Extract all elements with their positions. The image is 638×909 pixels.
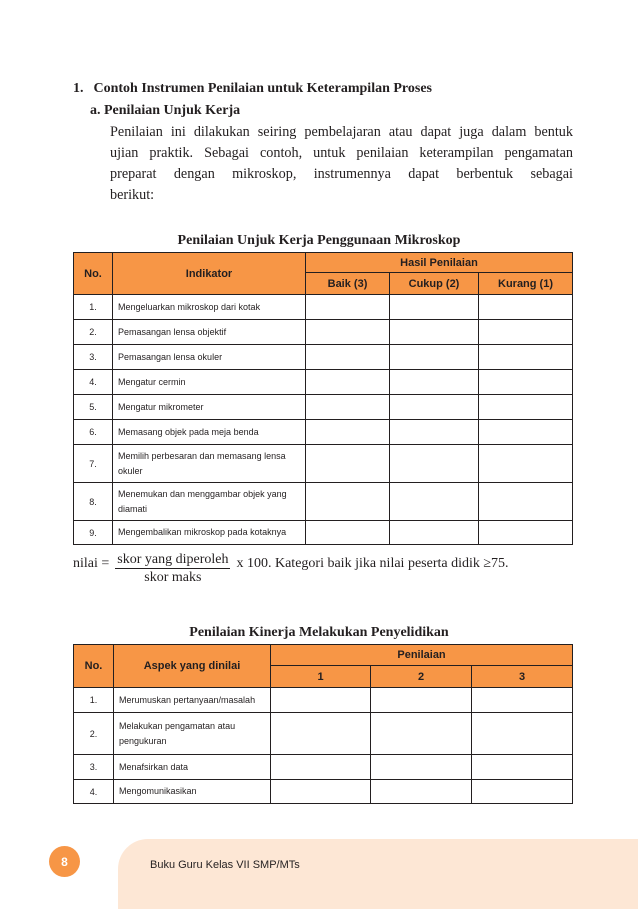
row-aspect: Menafsirkan data — [114, 755, 271, 780]
score-cell — [390, 320, 479, 345]
row-number: 6. — [74, 420, 113, 445]
row-indicator: Mengeluarkan mikroskop dari kotak — [113, 295, 306, 320]
score-cell — [390, 370, 479, 395]
footer-tab — [118, 839, 638, 909]
formula-suffix: x 100. Kategori baik jika nilai peserta didik ≥75. — [236, 556, 509, 571]
row-number: 9. — [74, 521, 113, 545]
score-cell — [371, 755, 472, 780]
score-cell — [371, 713, 472, 755]
header-less: Kurang (1) — [479, 273, 573, 295]
score-cell — [479, 295, 573, 320]
row-indicator: Mengembalikan mikroskop pada kotaknya — [113, 521, 306, 545]
table-row — [74, 483, 573, 521]
score-cell — [479, 483, 573, 521]
row-indicator: Menemukan dan menggambar objek yang diamati — [113, 483, 306, 521]
section-title: Contoh Instrumen Penilaian untuk Keterampilan Proses — [93, 81, 432, 96]
table-row — [74, 370, 573, 395]
table2-title: Penilaian Kinerja Melakukan Penyelidikan — [189, 625, 449, 640]
score-cell — [306, 420, 390, 445]
formula-prefix: nilai = — [73, 556, 110, 571]
table-row — [74, 755, 573, 780]
score-cell — [306, 370, 390, 395]
score-cell — [390, 345, 479, 370]
score-cell — [371, 688, 472, 713]
table-row — [74, 395, 573, 420]
score-cell — [306, 295, 390, 320]
score-cell — [390, 420, 479, 445]
header-score: Penilaian — [271, 645, 573, 666]
score-cell — [271, 780, 371, 804]
row-number: 3. — [74, 345, 113, 370]
score-cell — [479, 420, 573, 445]
paragraph-line: berikut: — [110, 187, 155, 203]
score-cell — [472, 755, 573, 780]
score-cell — [479, 395, 573, 420]
row-number: 3. — [74, 755, 114, 780]
intro-paragraph — [110, 122, 573, 206]
table-row — [74, 320, 573, 345]
row-number: 4. — [74, 780, 114, 804]
score-cell — [390, 521, 479, 545]
score-cell — [472, 780, 573, 804]
score-cell — [306, 483, 390, 521]
paragraph-line: ujian praktik. Sebagai contoh, untuk penilaian keterampilan pengamatan — [110, 145, 573, 161]
table-row — [74, 688, 573, 713]
header-score-3: 3 — [472, 666, 573, 688]
row-number: 7. — [74, 445, 113, 483]
table-row — [74, 345, 573, 370]
header-score-1: 1 — [271, 666, 371, 688]
table-row — [74, 521, 573, 545]
formula-denominator: skor maks — [144, 570, 202, 585]
table2 — [73, 644, 573, 804]
row-number: 4. — [74, 370, 113, 395]
row-indicator: Pemasangan lensa objektif — [113, 320, 306, 345]
page-number: 8 — [49, 846, 80, 877]
table-row — [74, 420, 573, 445]
score-cell — [472, 713, 573, 755]
table1-title: Penilaian Unjuk Kerja Penggunaan Mikroskop — [177, 233, 461, 248]
score-cell — [479, 521, 573, 545]
score-cell — [271, 713, 371, 755]
row-number: 2. — [74, 713, 114, 755]
row-number: 2. — [74, 320, 113, 345]
header-aspect: Aspek yang dinilai — [114, 645, 271, 688]
header-indicator: Indikator — [113, 253, 306, 295]
row-number: 8. — [74, 483, 113, 521]
header-result: Hasil Penilaian — [306, 253, 573, 273]
score-cell — [479, 320, 573, 345]
table-row — [74, 780, 573, 804]
score-cell — [390, 445, 479, 483]
section-heading — [73, 81, 432, 97]
score-cell — [306, 345, 390, 370]
paragraph-line: Penilaian ini dilakukan seiring pembelajaran atau dapat juga dalam bentuk — [110, 124, 573, 140]
table-row — [74, 295, 573, 320]
score-cell — [371, 780, 472, 804]
row-number: 5. — [74, 395, 113, 420]
score-cell — [271, 755, 371, 780]
row-indicator: Mengatur mikrometer — [113, 395, 306, 420]
score-cell — [390, 483, 479, 521]
score-cell — [306, 445, 390, 483]
row-aspect: Merumuskan pertanyaan/masalah — [114, 688, 271, 713]
row-aspect: Mengomunikasikan — [114, 780, 271, 804]
score-cell — [472, 688, 573, 713]
row-indicator: Memilih perbesaran dan memasang lensa okuler — [113, 445, 306, 483]
subsection-heading: a. Penilaian Unjuk Kerja — [90, 103, 241, 118]
table-row — [74, 445, 573, 483]
row-indicator: Memasang objek pada meja benda — [113, 420, 306, 445]
header-no: No. — [74, 645, 114, 688]
row-indicator: Pemasangan lensa okuler — [113, 345, 306, 370]
formula-numerator: skor yang diperoleh — [117, 552, 229, 567]
row-aspect: Melakukan pengamatan atau pengukuran — [114, 713, 271, 755]
table-row — [74, 713, 573, 755]
score-cell — [479, 445, 573, 483]
formula-fraction — [115, 552, 230, 587]
score-cell — [306, 395, 390, 420]
row-number: 1. — [74, 688, 114, 713]
table1 — [73, 252, 573, 545]
section-number: 1. — [73, 81, 84, 96]
paragraph-line: preparat dengan mikroskop, instrumennya dapat berbentuk sebagai — [110, 166, 573, 182]
row-indicator: Mengatur cermin — [113, 370, 306, 395]
header-enough: Cukup (2) — [390, 273, 479, 295]
score-formula — [73, 552, 509, 591]
score-cell — [306, 320, 390, 345]
header-no: No. — [74, 253, 113, 295]
score-cell — [271, 688, 371, 713]
score-cell — [479, 345, 573, 370]
score-cell — [390, 395, 479, 420]
header-score-2: 2 — [371, 666, 472, 688]
row-number: 1. — [74, 295, 113, 320]
score-cell — [390, 295, 479, 320]
book-title: Buku Guru Kelas VII SMP/MTs — [150, 859, 300, 871]
score-cell — [479, 370, 573, 395]
score-cell — [306, 521, 390, 545]
header-good: Baik (3) — [306, 273, 390, 295]
